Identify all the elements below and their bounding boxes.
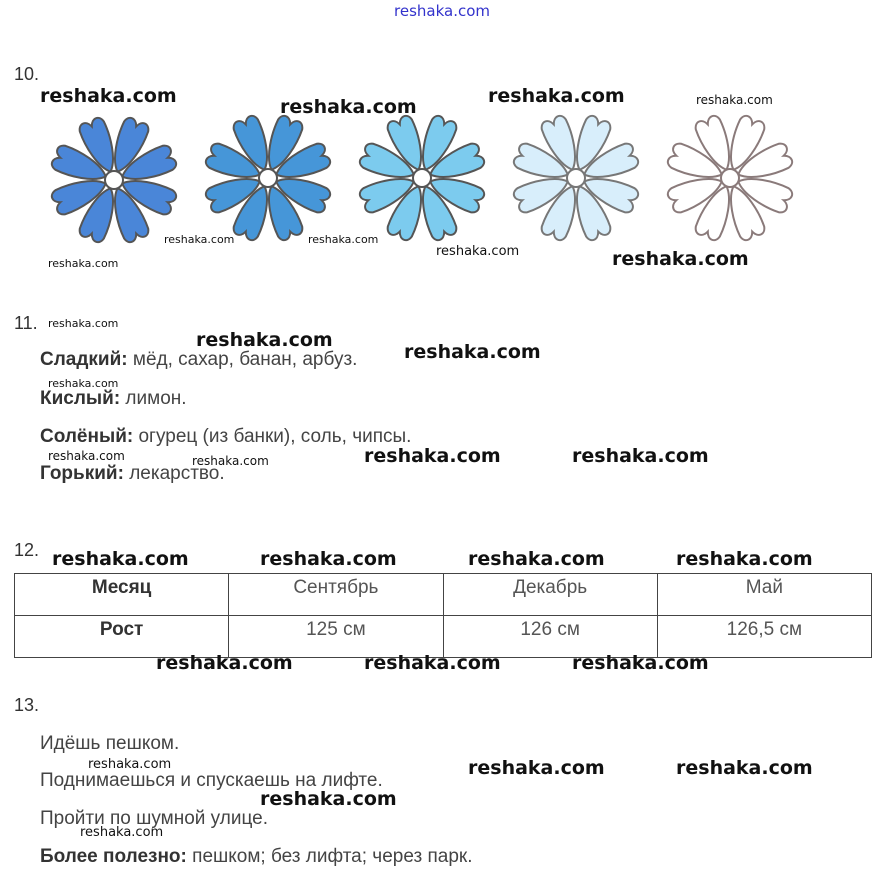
watermark: reshaka.com (260, 548, 397, 570)
table-cell: 126,5 см (657, 616, 871, 658)
table-cell: Декабрь (443, 574, 657, 616)
watermark: reshaka.com (48, 257, 119, 270)
flower-center (567, 169, 585, 187)
watermark: reshaka.com (488, 85, 625, 107)
watermark: reshaka.com (308, 233, 379, 246)
flower-2 (198, 108, 338, 248)
task-12-number: 12. (14, 540, 40, 560)
task-11-number: 11. (14, 313, 38, 333)
task-13-number: 13. (14, 695, 40, 715)
taste-sour-line (40, 388, 187, 410)
task-13-line-2: Поднимаешься и спускаешь на лифте. (40, 770, 383, 791)
watermark: reshaka.com (468, 757, 605, 779)
watermark: reshaka.com (436, 244, 520, 259)
taste-salty-text: огурец (из банки), соль, чипсы. (133, 426, 412, 447)
table-cell: 126 см (443, 616, 657, 658)
watermark: reshaka.com (48, 377, 119, 390)
taste-salty-label: Солёный: (40, 426, 134, 447)
taste-sour-text: лимон. (120, 388, 187, 409)
taste-bitter-label: Горький: (40, 463, 124, 484)
task-10-number: 10. (14, 64, 40, 84)
table-cell: Сентябрь (229, 574, 443, 616)
taste-sweet-text: мёд, сахар, банан, арбуз. (127, 349, 358, 370)
watermark: reshaka.com (88, 757, 172, 772)
watermark: reshaka.com (676, 548, 813, 570)
table-cell: Рост (15, 616, 229, 658)
watermark: reshaka.com (260, 788, 397, 810)
watermark: reshaka.com (572, 652, 709, 674)
flower-center (259, 169, 277, 187)
table-cell: 125 см (229, 616, 443, 658)
watermark: reshaka.com (612, 248, 749, 270)
watermark: reshaka.com (48, 317, 119, 330)
conclusion-label: Более полезно: (40, 846, 187, 867)
flower-5 (660, 108, 800, 248)
taste-sweet-label: Сладкий: (40, 349, 128, 370)
growth-table (14, 573, 872, 658)
table-cell: Месяц (15, 574, 229, 616)
watermark: reshaka.com (404, 341, 541, 363)
watermark: reshaka.com (676, 757, 813, 779)
watermark: reshaka.com (364, 445, 501, 467)
taste-salty-line (40, 426, 411, 448)
flower-center (105, 171, 123, 189)
watermark: reshaka.com (52, 548, 189, 570)
watermark: reshaka.com (164, 233, 235, 246)
conclusion-text: пешком; без лифта; через парк. (186, 846, 473, 867)
watermark: reshaka.com (468, 548, 605, 570)
taste-sour-label: Кислый: (40, 388, 121, 409)
task-13-conclusion (40, 846, 473, 868)
watermark: reshaka.com (696, 93, 773, 107)
task-13-line-3: Пройти по шумной улице. (40, 808, 268, 829)
watermark: reshaka.com (40, 85, 177, 107)
watermark: reshaka.com (48, 449, 125, 463)
flower-4 (506, 108, 646, 248)
flower-1 (44, 110, 184, 250)
task-13-line-1: Идёшь пешком. (40, 733, 180, 754)
watermark-top[interactable]: reshaka.com (394, 2, 490, 20)
watermark: reshaka.com (364, 652, 501, 674)
flower-3 (352, 108, 492, 248)
watermark: reshaka.com (572, 445, 709, 467)
watermark: reshaka.com (80, 825, 164, 840)
flower-center (413, 169, 431, 187)
flower-center (721, 169, 739, 187)
taste-sweet-line (40, 349, 357, 371)
watermark: reshaka.com (156, 652, 293, 674)
table-header-row (15, 574, 872, 616)
watermark: reshaka.com (196, 329, 333, 351)
watermark: reshaka.com (192, 454, 269, 468)
watermark: reshaka.com (280, 96, 417, 118)
taste-bitter-text: лекарство. (123, 463, 225, 484)
table-cell: Май (657, 574, 871, 616)
